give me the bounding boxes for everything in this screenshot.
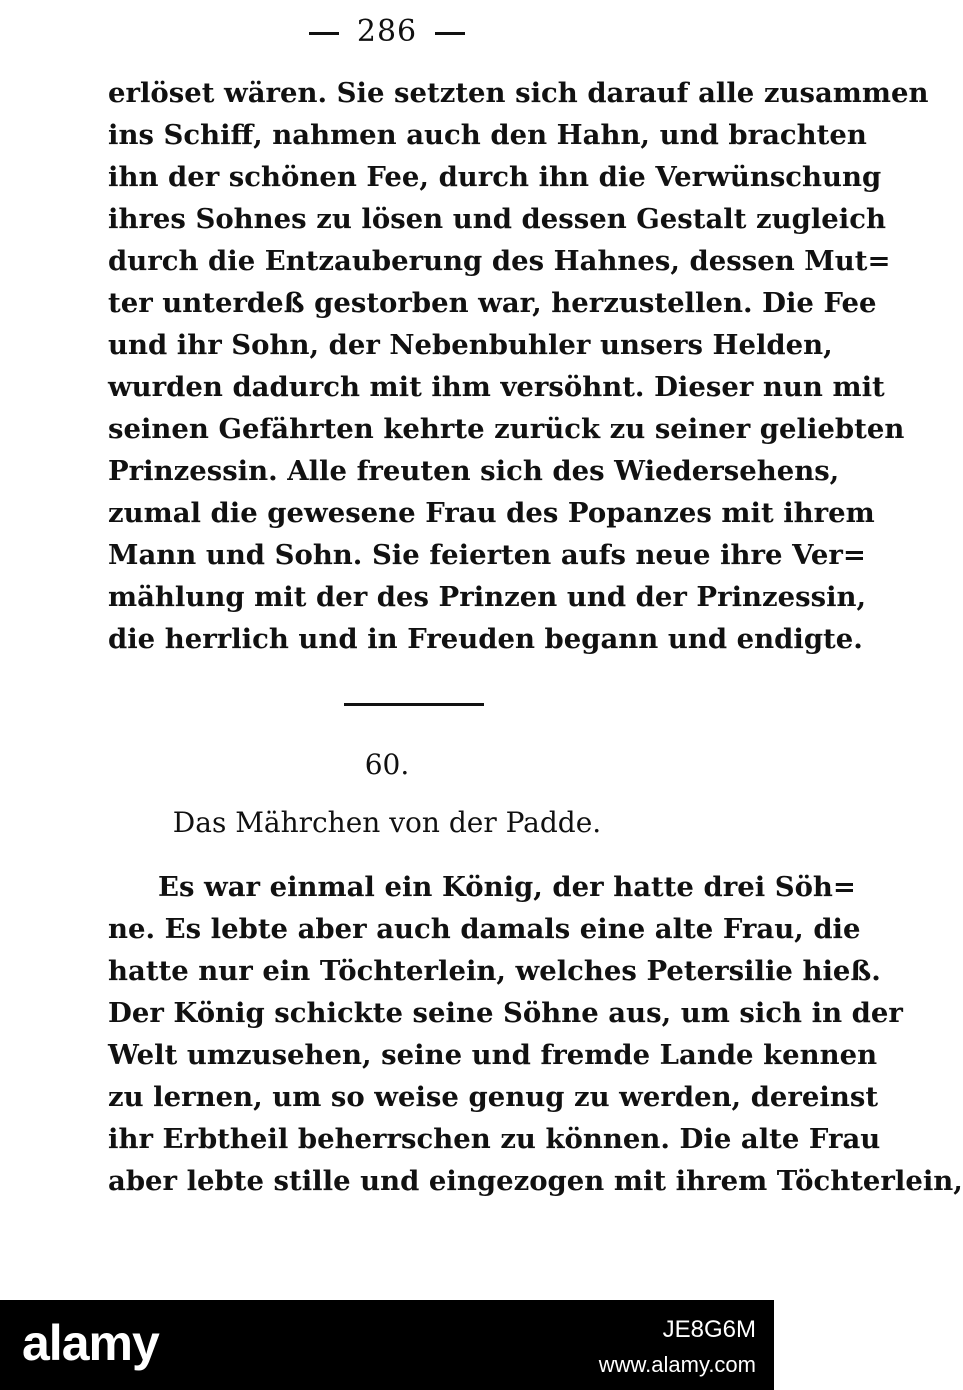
- text-line: Welt umzusehen, seine und fremde Lande kennen: [108, 1039, 878, 1071]
- text-line: Mann und Sohn. Sie feierten aufs neue ihre Ver=: [108, 539, 866, 571]
- text-line: Es war einmal ein König, der hatte drei Söh=: [158, 871, 856, 903]
- text-line: hatte nur ein Töchterlein, welches Petersilie hieß.: [108, 955, 881, 987]
- section-title: Das Mährchen von der Padde.: [172, 806, 602, 839]
- text-line: ihres Sohnes zu lösen und dessen Gestalt zugleich: [108, 203, 886, 235]
- text-line: ihn der schönen Fee, durch ihn die Verwünschung: [108, 161, 882, 193]
- text-line: zumal die gewesene Frau des Popanzes mit ihrem: [108, 497, 875, 529]
- text-line: wurden dadurch mit ihm versöhnt. Dieser nun mit: [108, 371, 885, 403]
- text-line: zu lernen, um so weise genug zu werden, dereinst: [108, 1081, 879, 1113]
- paragraph-continuation: [108, 72, 929, 660]
- text-line: durch die Entzauberung des Hahnes, dessen Mut=: [108, 245, 891, 277]
- section-divider: [344, 703, 484, 706]
- text-line: und ihr Sohn, der Nebenbuhler unsers Helden,: [108, 329, 833, 361]
- text-line: Prinzessin. Alle freuten sich des Wiedersehens,: [108, 455, 840, 487]
- text-line: ne. Es lebte aber auch damals eine alte Frau, die: [108, 913, 861, 945]
- text-line: die herrlich und in Freuden begann und endigte.: [108, 623, 863, 655]
- page-number-text: 286: [356, 14, 418, 49]
- text-line: mählung mit der des Prinzen und der Prinzessin,: [108, 581, 867, 613]
- page-number: [0, 14, 774, 49]
- right-dash: [435, 32, 465, 35]
- text-line: erlöset wären. Sie setzten sich darauf alle zusammen: [108, 77, 929, 109]
- paragraph-story-start: [108, 866, 963, 1202]
- text-line: aber lebte stille und eingezogen mit ihrem Töchterlein,: [108, 1165, 963, 1197]
- section-number: 60.: [364, 748, 410, 781]
- text-line: ihr Erbtheil beherrschen zu können. Die alte Frau: [108, 1123, 881, 1155]
- text-line: seinen Gefährten kehrte zurück zu seiner geliebten: [108, 413, 905, 445]
- text-line: Der König schickte seine Söhne aus, um sich in der: [108, 997, 903, 1029]
- watermark-banner: [0, 1300, 774, 1390]
- text-line: ter unterdeß gestorben war, herzustellen. Die Fee: [108, 287, 877, 319]
- left-dash: [309, 32, 339, 35]
- image-id: JE8G6M: [662, 1316, 756, 1343]
- alamy-logo: alamy: [22, 1315, 159, 1371]
- site-url: www.alamy.com: [598, 1352, 756, 1377]
- text-line: ins Schiff, nahmen auch den Hahn, und brachten: [108, 119, 867, 151]
